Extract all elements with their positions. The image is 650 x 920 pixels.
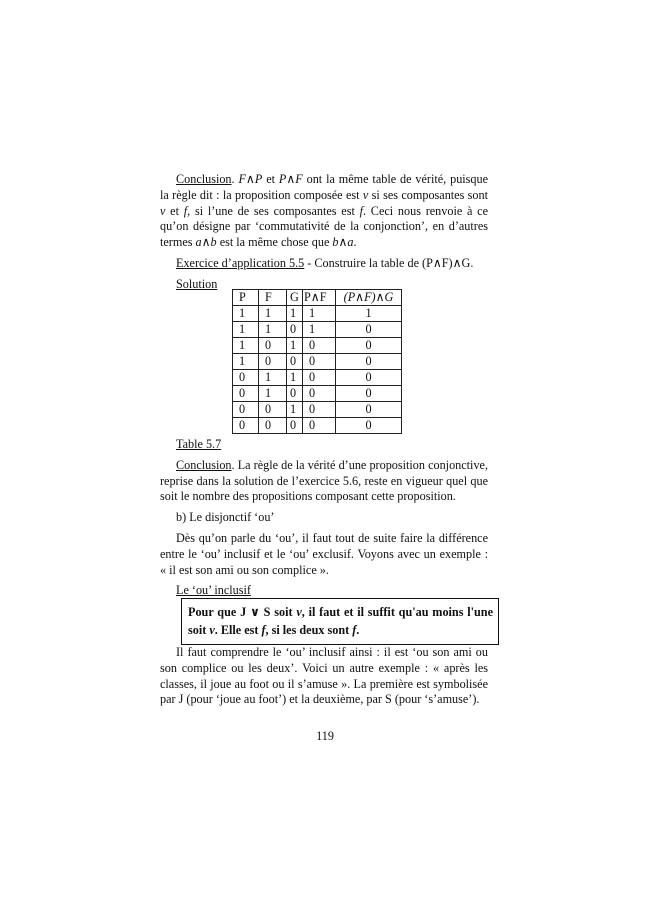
disjunction-paragraph: Dès qu’on parle du ‘ou’, il faut tout de suite faire la différence entre le ‘ou’ inclusif et le ‘ou’ exclusif. Voyons avec un exemple : « il est son ami ou son complice ».: [160, 530, 488, 577]
text-block-top: [160, 172, 488, 293]
section-heading: b) Le disjonctif ‘ou’: [176, 510, 275, 525]
table-row: 0 0 0 0 0: [233, 418, 402, 434]
header-cell: P∧F: [303, 290, 336, 306]
truth-table: [232, 289, 402, 434]
table-row: 1 1 1 1 1: [233, 306, 402, 322]
final-paragraph: Il faut comprendre le ‘ou’ inclusif ainsi : il est ‘ou son ami ou son complice ou les deux’. Voici un autre exemple : « après les classes, il joue au foot ou il s’amuse ». La première est symbolisée par J (pour ‘joue au foot’) et la deuxième, par S (pour ‘s’amuse’).: [160, 645, 488, 707]
conclusion-paragraph: Conclusion. F∧P et P∧F ont la même table de vérité, puisque la règle dit : la proposition composée est v si ses composantes sont v et f, si l’une de ses composantes est f. Ceci nous renvoie à ce qu’on désigne par ‘commutativité de la conjonction’, en d’autres termes a∧b est la même chose que b∧a.: [160, 172, 489, 250]
header-cell: G: [287, 290, 303, 306]
exercise-label: Exercice d’application 5.5: [176, 255, 305, 270]
conclusion-label: Conclusion: [176, 172, 232, 186]
table-row: 0 0 1 0 0: [233, 402, 402, 418]
table-row: 1 0 0 0 0: [233, 354, 402, 370]
table-header-row: [233, 290, 402, 306]
text-block-middle: [160, 437, 488, 599]
conclusion-paragraph-2: Conclusion. La règle de la vérité d’une proposition conjonctive, reprise dans la solution de l’exercice 5.6, reste en vigueur quel que soit le nombre des propositions composant cette proposition.: [160, 457, 488, 504]
table-row: 1 1 0 1 0: [233, 322, 402, 338]
table-row: 0 1 1 0 0: [233, 370, 402, 386]
conclusion-label: Conclusion: [176, 457, 232, 472]
header-cell: (P∧F)∧G: [336, 290, 402, 306]
table-caption: Table 5.7: [176, 437, 222, 451]
table-row: 1 0 1 0 0: [233, 338, 402, 354]
exercise-line: Exercice d’application 5.5 - Construire la table de (P∧F)∧G.: [176, 255, 474, 270]
solution-label: Solution: [176, 276, 218, 291]
page-number: 119: [316, 729, 334, 743]
header-cell: P: [233, 290, 259, 306]
text-block-bottom: [160, 645, 488, 708]
header-cell: F: [259, 290, 287, 306]
inclusive-heading: Le ‘ou’ inclusif: [176, 583, 251, 598]
rule-box: Pour que J ∨ S soit v, il faut et il suffit qu'au moins l'une soit v. Elle est f, si les deux sont f.: [181, 598, 499, 645]
table-row: 0 1 0 0 0: [233, 386, 402, 402]
